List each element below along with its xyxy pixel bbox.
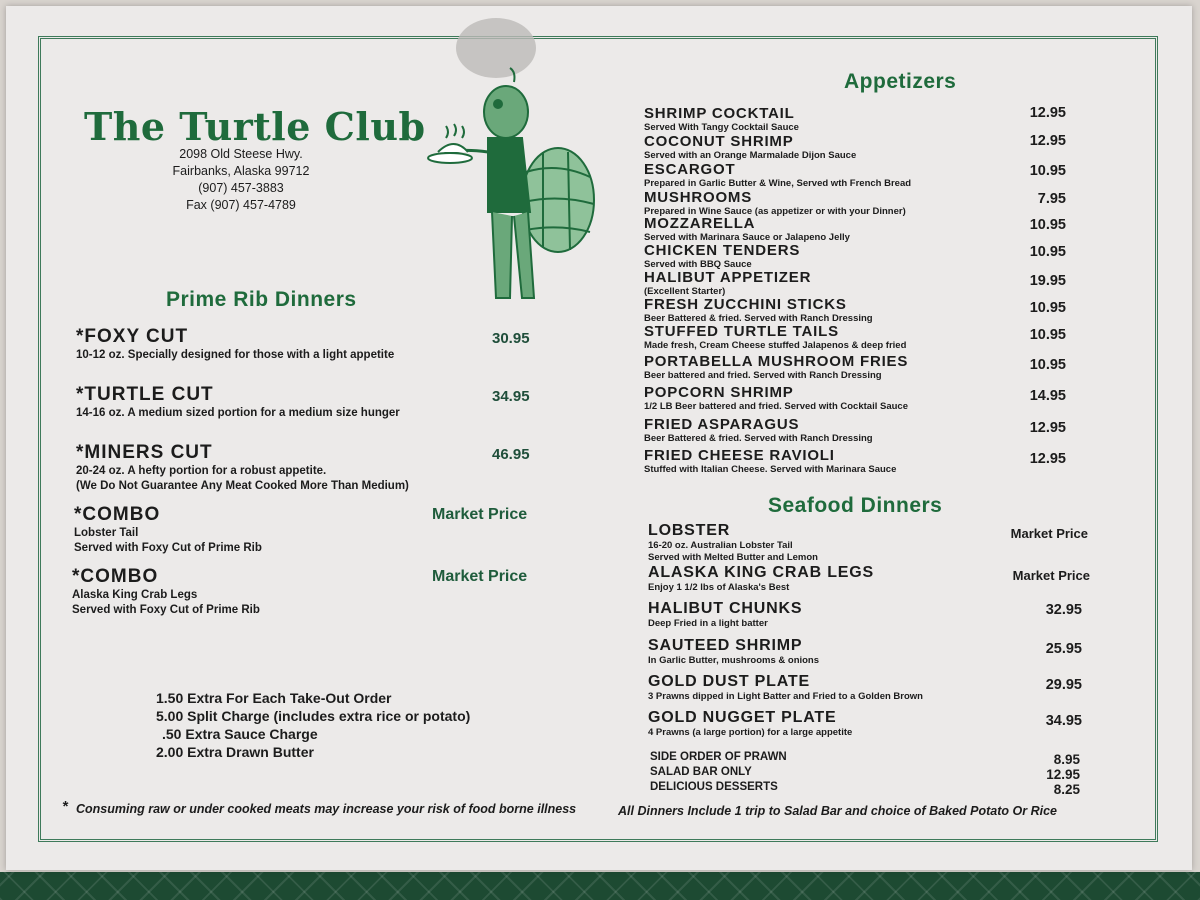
seafood-name: GOLD DUST PLATE xyxy=(648,673,810,690)
appetizer-item xyxy=(644,105,1084,133)
appetizer-name: FRIED CHEESE RAVIOLI xyxy=(644,447,835,464)
seafood-item xyxy=(648,600,1098,630)
appetizer-desc: Beer battered and fried. Served with Ranch Dressing xyxy=(644,370,882,381)
prime-rib-item xyxy=(76,326,556,363)
appetizer-name: PORTABELLA MUSHROOM FRIES xyxy=(644,353,909,370)
appetizer-name: POPCORN SHRIMP xyxy=(644,384,794,401)
appetizer-item xyxy=(644,447,1084,475)
appetizer-price: 10.95 xyxy=(1029,244,1066,260)
seafood-name: LOBSTER xyxy=(648,522,731,539)
appetizer-name: MUSHROOMS xyxy=(644,189,753,206)
prime-rib-item-desc: Alaska King Crab Legs xyxy=(72,589,198,601)
prime-rib-item-price: Market Price xyxy=(432,568,528,585)
extra-charge: 5.00 Split Charge (includes extra rice or potato) xyxy=(156,708,471,724)
appetizer-name: STUFFED TURTLE TAILS xyxy=(644,323,839,340)
seafood-desc: Enjoy 1 1/2 lbs of Alaska's Best xyxy=(648,582,790,593)
prime-rib-item-price: 34.95 xyxy=(492,388,530,405)
seafood-desc: 4 Prawns (a large portion) for a large appetite xyxy=(648,727,853,738)
extra-charge: .50 Extra Sauce Charge xyxy=(162,726,318,742)
prime-rib-item-desc: 20-24 oz. A hefty portion for a robust appetite. xyxy=(76,465,327,477)
seafood-desc: In Garlic Butter, mushrooms & onions xyxy=(648,655,820,666)
appetizer-price: 10.95 xyxy=(1029,300,1066,316)
seafood-item xyxy=(648,709,1098,739)
appetizer-price: 12.95 xyxy=(1029,105,1066,121)
health-footnote: Consuming raw or under cooked meats may increase your risk of food borne illness xyxy=(76,802,577,816)
side-item-name: SIDE ORDER OF PRAWN xyxy=(650,751,787,763)
appetizer-name: FRESH ZUCCHINI STICKS xyxy=(644,296,847,313)
seafood-item xyxy=(648,637,1098,667)
extra-charge: 1.50 Extra For Each Take-Out Order xyxy=(156,690,392,706)
side-item-name: DELICIOUS DESSERTS xyxy=(650,781,778,793)
appetizer-name: MOZZARELLA xyxy=(644,215,756,232)
prime-rib-item xyxy=(74,504,554,556)
appetizer-desc: Prepared in Garlic Butter & Wine, Served wth French Bread xyxy=(644,178,912,189)
table-edge xyxy=(0,872,1200,900)
restaurant-address xyxy=(136,146,346,214)
seafood-desc: 16-20 oz. Australian Lobster Tail xyxy=(648,540,793,551)
appetizer-desc: Made fresh, Cream Cheese stuffed Jalapenos & deep fried xyxy=(644,340,907,351)
seafood-price: 32.95 xyxy=(1045,602,1082,618)
menu-sheet xyxy=(6,6,1192,870)
phone-number: (907) 457-3883 xyxy=(198,181,284,195)
seafood-desc-2: Served with Melted Butter and Lemon xyxy=(648,552,818,563)
appetizer-name: ESCARGOT xyxy=(644,161,736,178)
appetizer-name: HALIBUT APPETIZER xyxy=(644,269,812,286)
appetizer-item xyxy=(644,353,1084,381)
appetizer-item xyxy=(644,296,1084,324)
seafood-name: ALASKA KING CRAB LEGS xyxy=(648,564,874,581)
seafood-name: HALIBUT CHUNKS xyxy=(648,600,803,617)
prime-rib-item-desc-2: Served with Foxy Cut of Prime Rib xyxy=(72,604,260,616)
side-item-price: 8.95 xyxy=(1053,752,1080,767)
appetizer-item xyxy=(644,215,1084,243)
seafood-item xyxy=(648,673,1098,703)
appetizer-item xyxy=(644,189,1084,217)
seafood-item xyxy=(648,522,1098,564)
appetizer-price: 10.95 xyxy=(1029,217,1066,233)
appetizer-price: 10.95 xyxy=(1029,327,1066,343)
appetizer-price: 7.95 xyxy=(1037,191,1066,207)
address-line-1: 2098 Old Steese Hwy. xyxy=(179,147,303,161)
appetizer-desc: Prepared in Wine Sauce (as appetizer or with your Dinner) xyxy=(644,206,906,217)
appetizer-item xyxy=(644,269,1084,297)
side-item-price: 12.95 xyxy=(1046,767,1080,782)
seafood-heading: Seafood Dinners xyxy=(768,494,943,517)
side-item-price: 8.25 xyxy=(1053,782,1080,797)
seafood-price: 34.95 xyxy=(1045,713,1082,729)
prime-rib-item xyxy=(76,384,556,421)
prime-rib-heading: Prime Rib Dinners xyxy=(166,288,357,311)
prime-rib-item-desc: Lobster Tail xyxy=(74,527,139,539)
prime-rib-item-price: Market Price xyxy=(432,506,528,523)
seafood-desc: Deep Fried in a light batter xyxy=(648,618,768,629)
appetizer-item xyxy=(644,133,1084,161)
prime-rib-item-name: *COMBO xyxy=(74,504,161,525)
prime-rib-item-price: 46.95 xyxy=(492,446,530,463)
appetizer-price: 12.95 xyxy=(1029,133,1066,149)
dinners-include-note: All Dinners Include 1 trip to Salad Bar and choice of Baked Potato Or Rice xyxy=(618,804,1057,818)
appetizer-item xyxy=(644,323,1084,351)
seafood-name: GOLD NUGGET PLATE xyxy=(648,709,837,726)
appetizer-price: 19.95 xyxy=(1029,273,1066,289)
side-item-name: SALAD BAR ONLY xyxy=(650,766,752,778)
appetizer-desc: Stuffed with Italian Cheese. Served with Marinara Sauce xyxy=(644,464,897,475)
seafood-price: Market Price xyxy=(1012,568,1090,583)
prime-rib-item-desc-2: Served with Foxy Cut of Prime Rib xyxy=(74,542,262,554)
address-line-2: Fairbanks, Alaska 99712 xyxy=(172,164,310,178)
prime-rib-item-name: *MINERS CUT xyxy=(76,442,213,463)
appetizer-item xyxy=(644,242,1084,270)
prime-rib-item-note: (We Do Not Guarantee Any Meat Cooked More Than Medium) xyxy=(76,480,409,492)
footnote-star: * xyxy=(62,798,68,815)
fax-number: Fax (907) 457-4789 xyxy=(186,198,296,212)
prime-rib-item-desc: 14-16 oz. A medium sized portion for a medium size hunger xyxy=(76,407,400,419)
appetizer-desc: Served With Tangy Cocktail Sauce xyxy=(644,122,799,133)
prime-rib-item xyxy=(76,442,556,494)
extra-charge: 2.00 Extra Drawn Butter xyxy=(156,744,314,760)
appetizer-price: 14.95 xyxy=(1029,388,1066,404)
appetizer-desc: Beer Battered & fried. Served with Ranch Dressing xyxy=(644,433,873,444)
prime-rib-item-name: *TURTLE CUT xyxy=(76,384,214,405)
appetizer-name: CHICKEN TENDERS xyxy=(644,242,801,259)
prime-rib-item-name: *COMBO xyxy=(72,566,159,587)
seafood-desc: 3 Prawns dipped in Light Batter and Fried to a Golden Brown xyxy=(648,691,923,702)
restaurant-name: The Turtle Club xyxy=(84,104,426,149)
seafood-item xyxy=(648,564,1098,594)
appetizer-price: 12.95 xyxy=(1029,451,1066,467)
prime-rib-item-name: *FOXY CUT xyxy=(76,326,189,347)
appetizer-name: SHRIMP COCKTAIL xyxy=(644,105,795,122)
turtle-waiter-logo xyxy=(418,12,608,312)
appetizer-name: COCONUT SHRIMP xyxy=(644,133,794,150)
prime-rib-item-price: 30.95 xyxy=(492,330,530,347)
seafood-price: 29.95 xyxy=(1045,677,1082,693)
appetizer-desc: Served with BBQ Sauce xyxy=(644,259,752,270)
appetizer-name: FRIED ASPARAGUS xyxy=(644,416,800,433)
seafood-price: 25.95 xyxy=(1045,641,1082,657)
seafood-name: SAUTEED SHRIMP xyxy=(648,637,803,654)
appetizer-desc: Beer Battered & fried. Served with Ranch Dressing xyxy=(644,313,873,324)
prime-rib-item xyxy=(72,566,552,618)
appetizer-item xyxy=(644,161,1084,189)
prime-rib-item-desc: 10-12 oz. Specially designed for those with a light appetite xyxy=(76,349,395,361)
appetizer-desc: Served with an Orange Marmalade Dijon Sauce xyxy=(644,150,857,161)
appetizer-price: 12.95 xyxy=(1029,420,1066,436)
appetizer-item xyxy=(644,384,1084,412)
appetizer-price: 10.95 xyxy=(1029,357,1066,373)
appetizer-item xyxy=(644,416,1084,444)
appetizer-desc: Served with Marinara Sauce or Jalapeno Jelly xyxy=(644,232,850,243)
appetizer-desc: (Excellent Starter) xyxy=(644,286,726,297)
seafood-price: Market Price xyxy=(1010,526,1088,541)
appetizer-price: 10.95 xyxy=(1029,163,1066,179)
appetizer-desc: 1/2 LB Beer battered and fried. Served with Cocktail Sauce xyxy=(644,401,908,412)
appetizers-heading: Appetizers xyxy=(844,70,957,93)
